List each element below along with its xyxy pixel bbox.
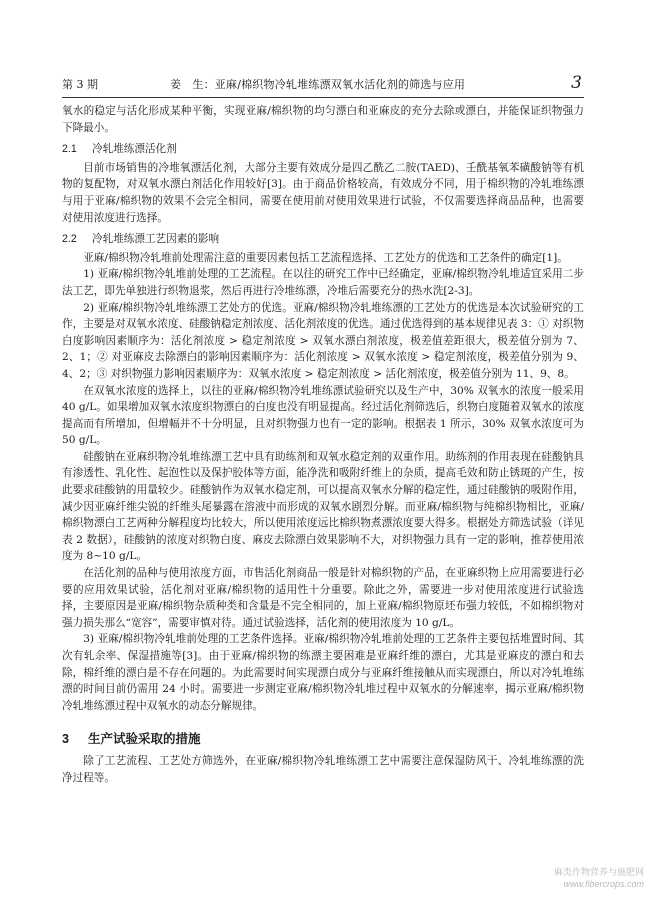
paragraph: 在双氧水浓度的选择上，以往的亚麻/棉织物冷轧堆练漂试验研究以及生产中，30% 双氧水的浓度一般采用 40 g/L。如果增加双氧水浓度织物漂白的白度也没有明显提高。经过活化剂筛选后，织物白度随着双氧水的浓度提高而有所增加，但增幅并不十分明显，且对织物强力也有一定的影响。根据表 1 所示，30% 双氧水浓度可为 50 g/L。 <box>62 384 584 447</box>
paragraph: 亚麻/棉织物冷轧堆前处理需注意的重要因素包括工艺流程选择、工艺处方的优选和工艺条件的确定[1]。 <box>83 251 568 264</box>
paragraph: 2) 亚麻/棉织物冷轧堆练漂工艺处方的优选。亚麻/棉织物冷轧堆练漂的工艺处方的优选是本次试验研究的工作，主要是对双氧水浓度、硅酸钠稳定剂浓度、活化剂浓度的优选。通过优选得到的基本规律见表 3：① 对织物白度影响因素顺序为：活化剂浓度 > 稳定剂浓度 > 双氧水漂白剂浓度，极差值差距很大，极差值分别为 7、2、1；② 对亚麻皮去除漂白的影响因素顺序为：活化剂浓度 > 双氧水浓度 > 稳定剂浓度，极差值分别为 9、4、2；③ 对织物强力影响因素顺序为：双氧水浓度 > 稳定剂浓度 > 活化剂浓度，极差值分别为 11、9、8。 <box>62 301 584 380</box>
paragraph: 除了工艺流程、工艺处方筛选外，在亚麻/棉织物冷轧堆练漂工艺中需要注意保湿防风干、冷轧堆练漂的洗净过程等。 <box>62 755 584 784</box>
paragraph: 3) 亚麻/棉织物冷轧堆前处理的工艺条件选择。亚麻/棉织物冷轧堆前处理的工艺条件主要包括堆置时间、其次有轧余率、保湿措施等[3]。由于亚麻/棉织物的练漂主要困难是亚麻纤维的漂白，尤其是亚麻皮的漂白和去除，棉纤维的漂白是不存在问题的。为此需要时间实现漂白成分与亚麻纤维接触从而实现漂白，所以对冷轧堆练漂的时间目前仍需用 24 小时。需要进一步测定亚麻/棉织物冷轧堆过程中双氧水的分解速率，揭示亚麻/棉织物冷轧堆练漂过程中双氧水的动态分解规律。 <box>62 633 584 712</box>
paragraph: 1) 亚麻/棉织物冷轧堆前处理的工艺流程。在以往的研究工作中已经确定，亚麻/棉织物冷轧堆适宜采用二步法工艺，即先单独进行织物退浆，然后再进行冷堆练漂，冷堆后需要充分的热水洗[2-3]。 <box>62 268 584 297</box>
page-number: 3 <box>571 73 582 93</box>
paragraph-continued: 氧水的稳定与活化形成某种平衡，实现亚麻/棉织物的均匀漂白和亚麻皮的充分去除或漂白，并能保证织物强力下降最小。 <box>62 105 584 134</box>
section-heading-3 <box>62 730 584 748</box>
section-heading-2-1 <box>62 141 584 158</box>
page-header <box>62 74 582 96</box>
section-number: 2.2 <box>62 233 77 246</box>
section-title: 冷轧堆练漂工艺因素的影响 <box>92 233 220 246</box>
issue-label: 第 3 期 <box>62 78 98 91</box>
section-heading-2-2 <box>62 231 584 248</box>
paragraph: 目前市场销售的冷堆氧漂活化剂，大部分主要有效成分是四乙酰乙二胺(TAED)、壬酰基氧苯磺酸钠等有机物的复配物，对双氧水漂白剂活化作用较好[3]。由于商品价格较高，有效成分不同，用于棉织物的冷轧堆练漂与用于亚麻/棉织物的效果不会完全相同，需要在使用前对使用效果进行试验，不仅需要选择商品品种，也需要对使用浓度进行选择。 <box>62 161 584 224</box>
site-watermark <box>494 868 644 890</box>
running-title: 姜 生：亚麻/棉织物冷轧堆练漂双氧水活化剂的筛选与应用 <box>170 78 466 91</box>
section-number: 2.1 <box>62 143 77 156</box>
header-rule <box>62 97 584 98</box>
paragraph: 在活化剂的品种与使用浓度方面，市售活化剂商品一般是针对棉织物的产品，在亚麻织物上应用需要进行必要的应用效果试验，活化剂对亚麻/棉织物的适用性十分重要。除此之外，需要进一步对使用浓度进行试验选择，主要原因是亚麻/棉织物杂质种类和含量是不完全相同的，加上亚麻/棉织物原坯布强力较低，不如棉织物对强力损失那么“宽容”，需要审慎对待。通过试验选择，活化剂的使用浓度为 10 g/L。 <box>62 567 584 629</box>
section-title: 冷轧堆练漂活化剂 <box>92 143 177 156</box>
paragraph: 硅酸钠在亚麻织物冷轧堆练漂工艺中具有助练剂和双氧水稳定剂的双重作用。助练剂的作用表现在硅酸钠具有渗透性、乳化性、起泡性以及保护胶体等方面，能净洗和吸附纤维上的杂质，提高毛效和防止锈斑的产生，按此要求硅酸钠的用量较少。硅酸钠作为双氧水稳定剂，可以提高双氧水分解的稳定性，通过硅酸钠的吸附作用，减少因亚麻纤维尖锐的纤维头尾暴露在溶液中而形成的双氧水剧烈分解。而亚麻/棉织物与纯棉织物相比，亚麻/棉织物漂白工艺两种分解程度均比较大，所以使用浓度远比棉织物煮漂浓度要大得多。根据处方筛选试验（详见表 2 数据），硅酸钠的浓度对织物白度、麻皮去除漂白效果影响不大，对织物强力具有一定的影响，推荐使用浓度为 8~10 g/L。 <box>62 450 584 563</box>
section-title: 生产试验采取的措施 <box>88 731 201 747</box>
watermark-name: 麻类作物营养与施肥网 <box>553 868 644 878</box>
section-number: 3 <box>62 732 69 747</box>
article-body <box>62 103 584 787</box>
watermark-url: www.fibercrops.com <box>563 879 644 889</box>
